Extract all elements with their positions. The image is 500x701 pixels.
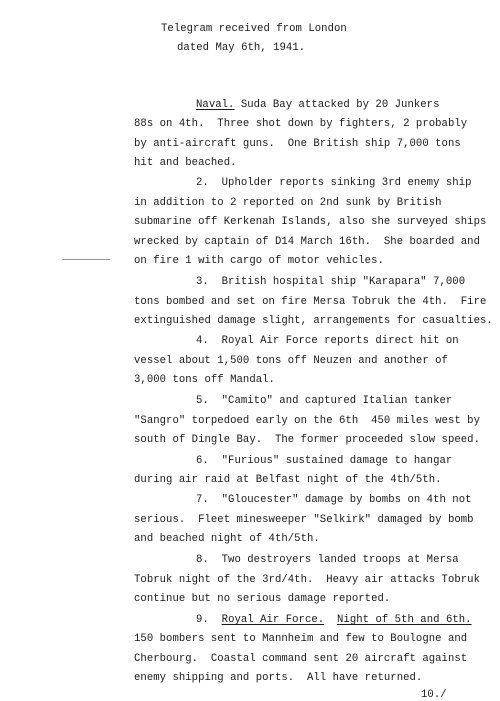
paragraph-2-line-4: wrecked by captain of D14 March 16th. She boarded and [134, 236, 480, 248]
paragraph-1-line-2: 88s on 4th. Three shot down by fighters, 2 probably [134, 118, 468, 130]
paragraph-2-line-1: 2. Upholder reports sinking 3rd enemy ship [196, 177, 472, 189]
paragraph-9-line-2: 150 bombers sent to Mannheim and few to Boulogne and [134, 633, 468, 645]
paragraph-3-line-1: 3. British hospital ship "Karapara" 7,000 [196, 276, 466, 288]
header-line-1: Telegram received from London [161, 23, 347, 35]
paragraph-1-line-4: hit and beached. [134, 157, 237, 169]
paragraph-5-line-1: 5. "Camito" and captured Italian tanker [196, 395, 453, 407]
paragraph-5-line-2: "Sangro" torpedoed early on the 6th 450 miles west by [134, 415, 480, 427]
paragraph-7-line-2: serious. Fleet minesweeper "Selkirk" damaged by bomb [134, 514, 474, 526]
paragraph-6-line-1: 6. "Furious" sustained damage to hangar [196, 455, 453, 467]
paragraph-3-line-3: extinguished damage slight, arrangements for casualties. [134, 315, 493, 327]
night-subheading: Night of 5th and 6th. [337, 614, 472, 626]
paragraph-1-text: Suda Bay attacked by 20 Junkers [234, 99, 440, 111]
paragraph-8-line-1: 8. Two destroyers landed troops at Mersa [196, 554, 459, 566]
paragraph-1-first-line [196, 99, 440, 111]
paragraph-2-line-5: on fire 1 with cargo of motor vehicles. [134, 255, 384, 267]
paragraph-7-line-3: and beached night of 4th/5th. [134, 533, 320, 545]
paragraph-9-line-4: enemy shipping and ports. All have returned. [134, 672, 423, 684]
margin-mark [62, 259, 110, 260]
paragraph-2-line-2: in addition to 2 reported on 2nd sunk by British [134, 197, 442, 209]
paragraph-4-line-1: 4. Royal Air Force reports direct hit on [196, 335, 459, 347]
header-line-2: dated May 6th, 1941. [177, 42, 306, 54]
paragraph-9-line-3: Cherbourg. Coastal command sent 20 aircraft against [134, 653, 468, 665]
paragraph-1-line-3: by anti-aircraft guns. One British ship 7,000 tons [134, 138, 461, 150]
paragraph-6-line-2: during air raid at Belfast night of the 4th/5th. [134, 474, 442, 486]
paragraph-4-line-3: 3,000 tons off Mandal. [134, 374, 275, 386]
raf-heading: Royal Air Force. [221, 614, 325, 626]
paragraph-4-line-2: vessel about 1,500 tons off Neuzen and another of [134, 355, 448, 367]
paragraph-3-line-2: tons bombed and set on fire Mersa Tobruk the 4th. Fire [134, 296, 487, 308]
paragraph-7-line-1: 7. "Gloucester" damage by bombs on 4th not [196, 494, 472, 506]
paragraph-9-number: 9. [196, 614, 209, 626]
paragraph-9-first-line [196, 614, 472, 626]
paragraph-8-line-2: Tobruk night of the 3rd/4th. Heavy air attacks Tobruk [134, 574, 480, 586]
continuation-page-ref: 10./ [421, 689, 447, 701]
paragraph-5-line-3: south of Dingle Bay. The former proceeded slow speed. [134, 434, 480, 446]
naval-heading: Naval. [196, 99, 235, 111]
paragraph-2-line-3: submarine off Kerkenah Islands, also she surveyed ships [134, 216, 487, 228]
paragraph-8-line-3: continue but no serious damage reported. [134, 593, 391, 605]
